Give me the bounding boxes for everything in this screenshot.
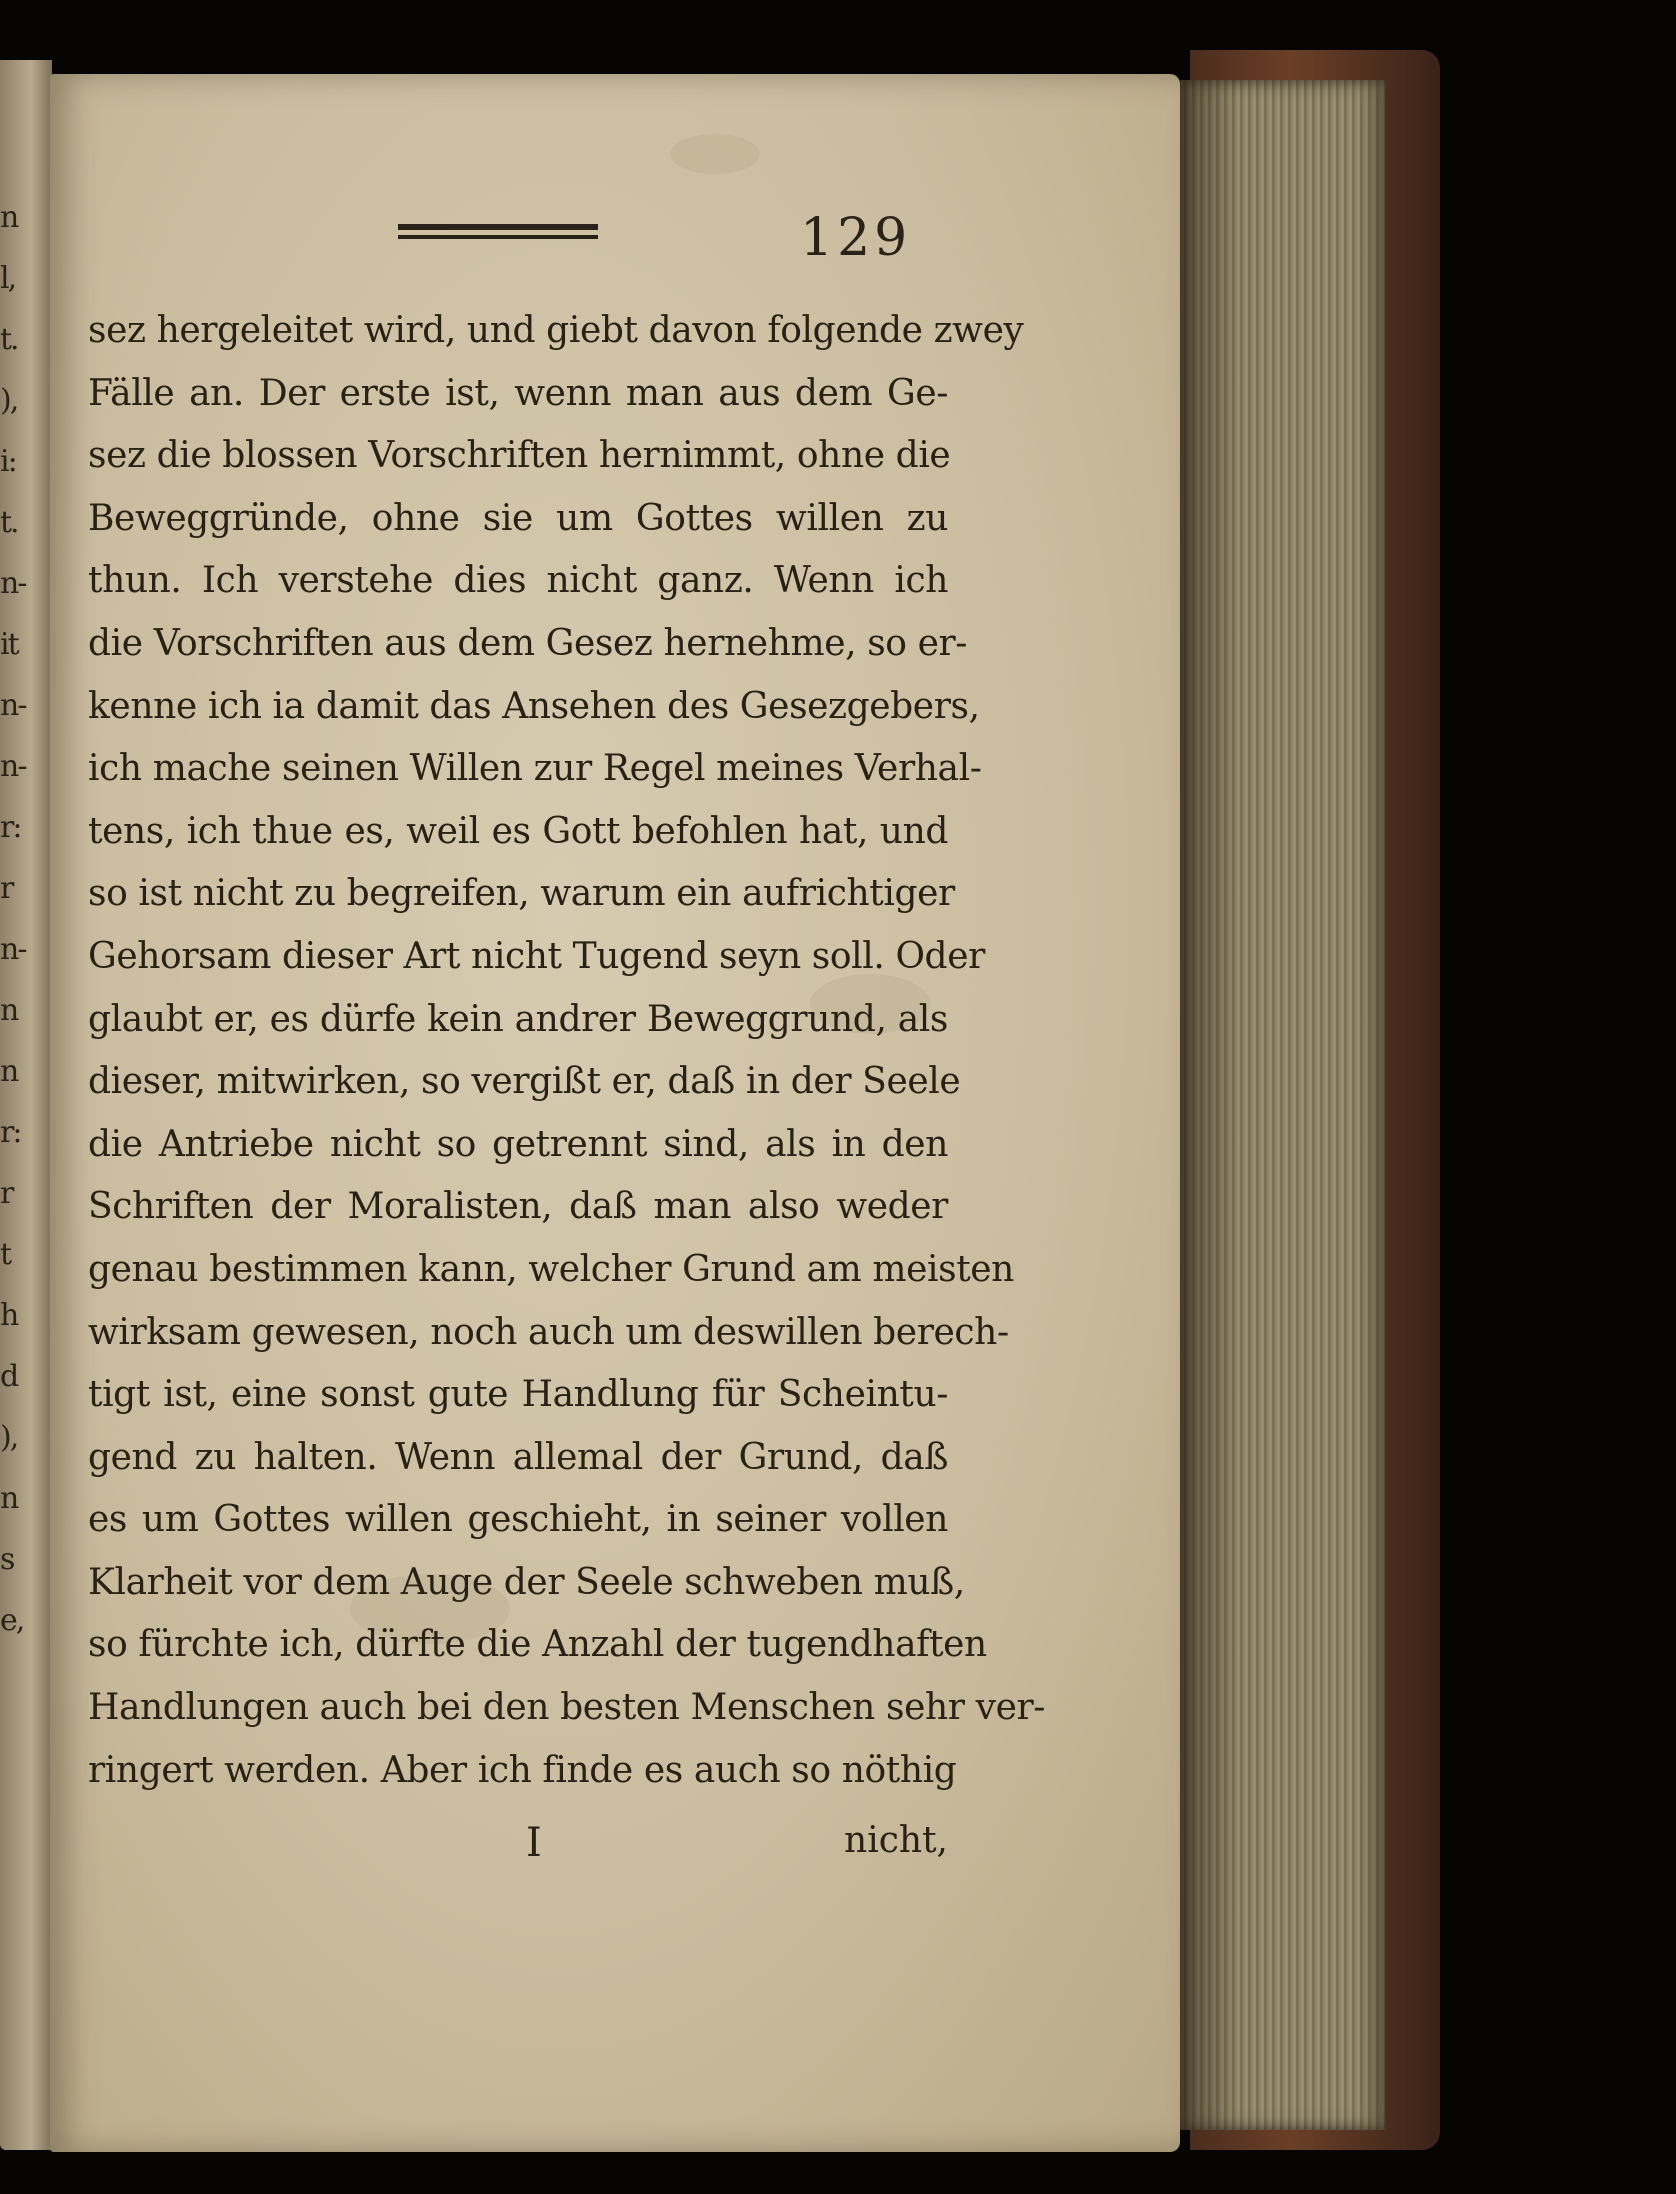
text-line: wirksam gewesen, noch auch um deswillen berech- (88, 1311, 1009, 1353)
text-line: Fälle an. Der erste ist, wenn man aus dem Ge- (88, 372, 948, 414)
text-line: gend zu halten. Wenn allemal der Grund, daß (88, 1436, 948, 1478)
previous-page-fragment: n (0, 993, 18, 1028)
previous-page-fragment: n- (0, 932, 26, 967)
text-line: sez hergeleitet wird, und giebt davon folgende zwey (88, 310, 1024, 351)
body-text (88, 300, 1046, 1802)
page-footer (88, 1820, 948, 1880)
text-line: sez die blossen Vorschriften hernimmt, ohne die (88, 435, 951, 477)
text-line: Klarheit vor dem Auge der Seele schweben muß, (88, 1561, 965, 1603)
previous-page-edge (0, 60, 52, 2150)
text-line: dieser, mitwirken, so vergißt er, daß in der Seele (88, 1061, 961, 1103)
text-line: die Vorschriften aus dem Gesez hernehme, so er- (88, 622, 968, 664)
text-line: tens, ich thue es, weil es Gott befohlen hat, und (88, 810, 948, 852)
text-line: so ist nicht zu begreifen, warum ein aufrichtiger (88, 873, 955, 915)
text-line: kenne ich ia damit das Ansehen des Gesezgebers, (88, 685, 980, 727)
signature-mark: I (526, 1820, 542, 1866)
previous-page-fragment: t. (0, 505, 18, 540)
previous-page-fragment: e, (0, 1603, 24, 1638)
previous-page-fragment: r: (0, 810, 21, 845)
text-line: es um Gottes willen geschieht, in seiner vollen (88, 1499, 948, 1541)
text-line: glaubt er, es dürfe kein andrer Beweggrund, als (88, 998, 948, 1040)
previous-page-fragment: l, (0, 261, 16, 296)
previous-page-fragment: r: (0, 1115, 21, 1150)
text-line: thun. Ich verstehe dies nicht ganz. Wenn ich (88, 560, 948, 602)
header-rule (398, 224, 598, 242)
previous-page-fragment: i: (0, 444, 16, 479)
previous-page-fragment: n- (0, 566, 26, 601)
page-number: 129 (800, 208, 912, 268)
text-line: tigt ist, eine sonst gute Handlung für Scheintu- (88, 1374, 948, 1416)
catchword: nicht, (844, 1820, 948, 1861)
previous-page-fragment: ), (0, 1420, 18, 1455)
text-line: die Antriebe nicht so getrennt sind, als in den (88, 1123, 948, 1165)
text-line: Gehorsam dieser Art nicht Tugend seyn soll. Oder (88, 935, 985, 977)
previous-page-fragment: t (0, 1237, 11, 1272)
text-line: genau bestimmen kann, welcher Grund am meisten (88, 1248, 1014, 1290)
previous-page-text-fragments (0, 60, 52, 2150)
previous-page-fragment: s (0, 1542, 14, 1577)
previous-page-fragment: n- (0, 749, 26, 784)
previous-page-fragment: r (0, 871, 13, 906)
text-line: Beweggründe, ohne sie um Gottes willen zu (88, 497, 948, 539)
previous-page-fragment: n (0, 200, 18, 235)
previous-page-fragment: n (0, 1054, 18, 1089)
previous-page-fragment: ), (0, 383, 18, 418)
previous-page-fragment: r (0, 1176, 13, 1211)
text-line: Schriften der Moralisten, daß man also weder (88, 1186, 948, 1228)
previous-page-fragment: it (0, 627, 18, 662)
text-line: Handlungen auch bei den besten Menschen sehr ver- (88, 1687, 1046, 1729)
text-line: ringert werden. Aber ich finde es auch so nöthig (88, 1749, 957, 1791)
previous-page-fragment: d (0, 1359, 18, 1394)
previous-page-fragment: n (0, 1481, 18, 1516)
previous-page-fragment: h (0, 1298, 18, 1333)
previous-page-fragment: t. (0, 322, 18, 357)
previous-page-fragment: n- (0, 688, 26, 723)
text-line: ich mache seinen Willen zur Regel meines Verhal- (88, 748, 982, 790)
text-line: so fürchte ich, dürfte die Anzahl der tugendhaften (88, 1624, 987, 1666)
